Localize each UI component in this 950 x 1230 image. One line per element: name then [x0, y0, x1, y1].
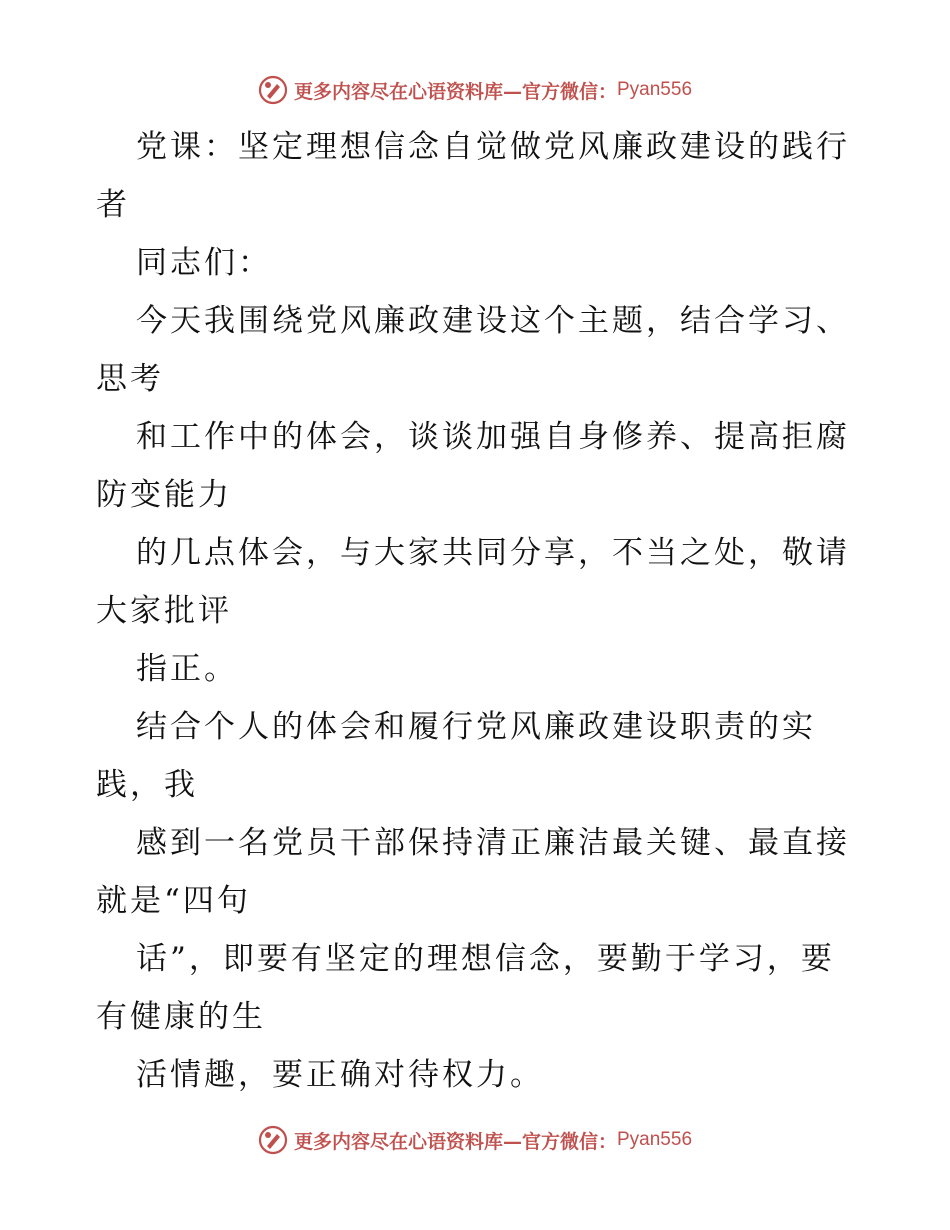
text-line: 和工作中的体会，谈谈加强自身修养、提高拒腐	[136, 419, 850, 455]
document-body	[96, 118, 856, 1104]
text-line: 话”，即要有坚定的理想信念，要勤于学习，要	[136, 941, 835, 977]
text-line: 党课：坚定理想信念自觉做党风廉政建设的践行	[136, 129, 850, 165]
text-line: 的几点体会，与大家共同分享，不当之处，敬请	[136, 535, 850, 571]
text-line: 指正。	[136, 651, 238, 687]
pen-logo-icon	[258, 1125, 288, 1155]
banner-handle: Pyan556	[617, 1129, 693, 1150]
text-line: 就是“四句	[96, 883, 251, 919]
text-line: 活情趣，要正确对待权力。	[136, 1057, 544, 1093]
footer-banner	[0, 1120, 950, 1160]
text-line: 结合个人的体会和履行党风廉政建设职责的实	[136, 709, 816, 745]
pen-logo-icon	[258, 75, 288, 105]
banner-text: 更多内容尽在心语资料库—官方微信：	[293, 80, 617, 103]
text-line: 同志们：	[136, 245, 272, 281]
text-line: 者	[96, 187, 130, 223]
text-line: 思考	[96, 361, 164, 397]
banner-text: 更多内容尽在心语资料库—官方微信：	[293, 1130, 617, 1153]
text-line: 今天我围绕党风廉政建设这个主题，结合学习、	[136, 303, 850, 339]
text-line: 防变能力	[96, 477, 232, 513]
banner-handle: Pyan556	[617, 79, 693, 100]
text-line: 有健康的生	[96, 999, 266, 1035]
text-line: 大家批评	[96, 593, 232, 629]
text-line: 感到一名党员干部保持清正廉洁最关键、最直接	[136, 825, 850, 861]
header-banner	[0, 70, 950, 110]
text-line: 践，我	[96, 767, 198, 803]
